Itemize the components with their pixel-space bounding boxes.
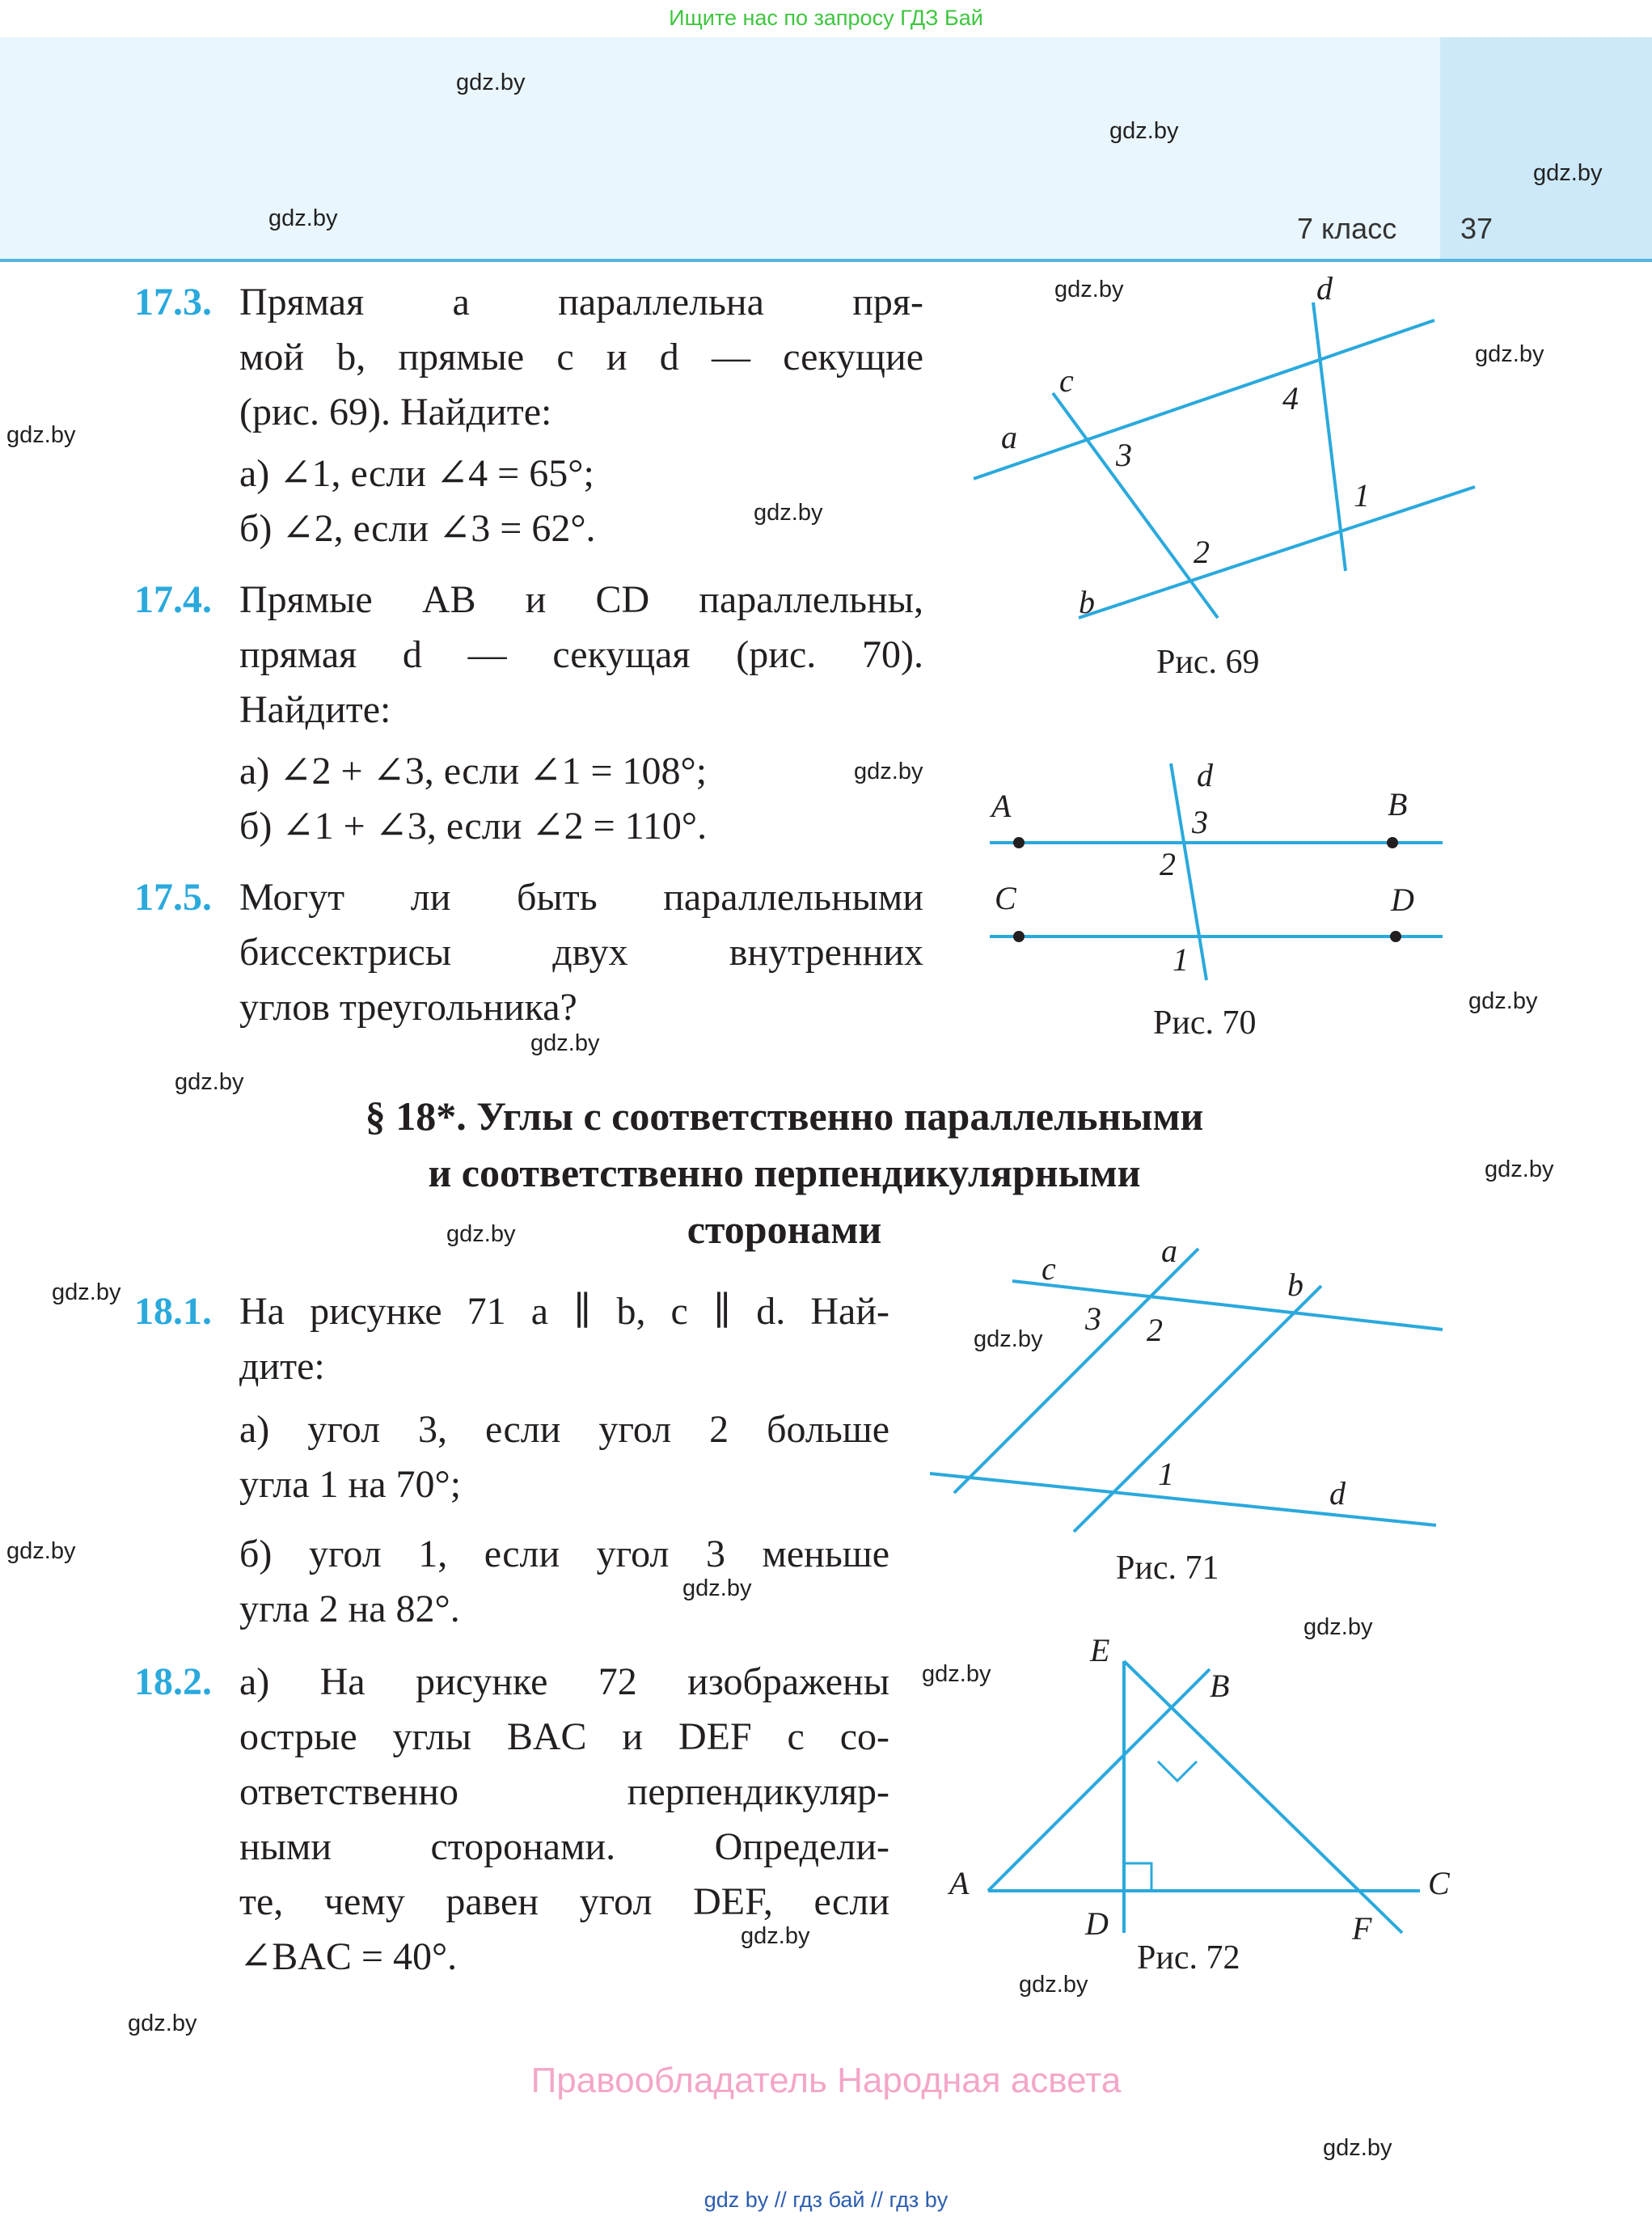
watermark: gdz.by: [1533, 160, 1603, 186]
watermark: gdz.by: [456, 70, 526, 95]
angle-label-1: 1: [1172, 941, 1189, 978]
problem-17-4-text: [239, 573, 923, 854]
problem-line: ответственно перпендикуляр-: [239, 1770, 889, 1813]
problem-line: Найдите:: [239, 688, 391, 731]
problem-line: мой b, прямые c и d — секущие: [239, 336, 923, 378]
label-a: a: [1001, 419, 1017, 455]
line-b: [1074, 1286, 1321, 1532]
watermark: gdz.by: [754, 500, 823, 526]
problem-line: ∠BAC = 40°.: [239, 1935, 458, 1978]
problem-number: 18.2.: [134, 1660, 212, 1703]
angle-label-3: 3: [1085, 1300, 1101, 1337]
figure-69: [954, 275, 1488, 696]
problem-number: 17.4.: [134, 578, 212, 621]
watermark: gdz.by: [6, 422, 76, 448]
watermark: gdz.by: [741, 1923, 810, 1949]
subquestion-a: а) ∠2 + ∠3, если ∠1 = 108°;: [239, 750, 708, 793]
watermark: gdz.by: [1485, 1156, 1554, 1182]
search-banner: Ищите нас по запросу ГДЗ Бай: [669, 6, 983, 30]
label-a: A: [949, 1865, 970, 1901]
line-c: [1053, 393, 1218, 618]
problem-line: На рисунке 71 a ∥ b, c ∥ d. Най-: [239, 1290, 889, 1333]
watermark: gdz.by: [1468, 988, 1538, 1014]
section-title-line: § 18*. Углы с соответственно параллельными: [365, 1093, 1204, 1139]
angle-label-4: 4: [1282, 380, 1299, 416]
problem-number: 18.1.: [134, 1290, 212, 1333]
subquestion-b: б) ∠2, если ∠3 = 62°.: [239, 507, 596, 550]
problem-line: биссектрисы двух внутренних: [239, 931, 923, 974]
problem-17-3-text: [239, 275, 923, 556]
angle-label-2: 2: [1147, 1312, 1163, 1348]
figure-71: [922, 1221, 1472, 1593]
problem-number: 17.3.: [134, 281, 212, 323]
problem-18-1-text: [239, 1284, 889, 1637]
problem-17-5-text: [239, 870, 923, 1035]
problem-line: а) На рисунке 72 изображены: [239, 1660, 889, 1703]
subquestion-a: угла 1 на 70°;: [239, 1463, 462, 1506]
label-f: F: [1352, 1910, 1372, 1947]
bottom-links[interactable]: gdz by // гдз бай // гдз by: [703, 2188, 949, 2212]
copyright-footer: Правообладатель Народная асвета: [530, 2061, 1122, 2100]
label-a: A: [991, 788, 1012, 824]
figure-caption: Рис. 69: [1156, 644, 1260, 681]
problem-line: Прямые AB и CD параллельны,: [239, 578, 923, 621]
problem-line: (рис. 69). Найдите:: [239, 391, 552, 433]
problem-line: острые углы BAC и DEF с со-: [239, 1715, 889, 1758]
label-c: c: [1059, 362, 1074, 399]
problem-line: Прямая a параллельна пря-: [239, 281, 923, 323]
label-d: d: [1197, 757, 1213, 793]
right-angle-b: [1158, 1761, 1197, 1781]
angle-label-1: 1: [1354, 477, 1370, 514]
watermark: gdz.by: [922, 1661, 991, 1687]
label-c: C: [1428, 1865, 1450, 1901]
line-b: [1079, 487, 1475, 618]
figure-70: [970, 744, 1472, 1051]
point-a: [1013, 837, 1025, 848]
watermark: gdz.by: [1109, 118, 1179, 144]
watermark: gdz.by: [1019, 1972, 1088, 1998]
watermark: gdz.by: [854, 759, 923, 784]
grade-label: 7 класс: [1297, 212, 1397, 245]
line-a: [974, 320, 1434, 479]
figure-caption: Рис. 70: [1153, 1004, 1257, 1042]
problem-line: прямая d — секущая (рис. 70).: [239, 633, 923, 676]
subquestion-a: а) угол 3, если угол 2 больше: [239, 1408, 889, 1451]
figure-caption: Рис. 72: [1137, 1939, 1240, 1977]
header-divider: [0, 259, 1652, 262]
angle-label-1: 1: [1158, 1456, 1174, 1492]
label-c: C: [995, 880, 1016, 916]
point-c: [1013, 931, 1025, 942]
watermark: gdz.by: [128, 2010, 197, 2036]
problem-line: ными сторонами. Определи-: [239, 1825, 889, 1868]
problem-18-2-text: [239, 1655, 889, 1985]
angle-label-3: 3: [1116, 437, 1132, 473]
label-b: b: [1287, 1266, 1303, 1303]
angle-label-2: 2: [1194, 534, 1210, 570]
subquestion-a: а) ∠1, если ∠4 = 65°;: [239, 452, 594, 495]
section-title-line: и соответственно перпендикулярными: [428, 1150, 1141, 1195]
label-c: c: [1041, 1250, 1056, 1287]
line-d: [930, 1474, 1436, 1525]
label-a: a: [1161, 1233, 1177, 1269]
watermark: gdz.by: [6, 1538, 76, 1564]
watermark: gdz.by: [1303, 1614, 1373, 1640]
subquestion-b: угла 2 на 82°.: [239, 1588, 460, 1630]
label-b: b: [1079, 584, 1095, 620]
watermark: gdz.by: [175, 1069, 244, 1095]
watermark: gdz.by: [974, 1326, 1043, 1352]
label-d-point: D: [1391, 882, 1414, 918]
figure-72: [938, 1626, 1488, 1998]
watermark: gdz.by: [1054, 277, 1124, 302]
watermark: gdz.by: [530, 1030, 600, 1056]
line-c: [1012, 1281, 1443, 1330]
angle-label-3: 3: [1192, 804, 1208, 840]
subquestion-b: б) ∠1 + ∠3, если ∠2 = 110°.: [239, 805, 708, 848]
label-b: B: [1210, 1668, 1230, 1704]
label-d: D: [1085, 1905, 1109, 1942]
problem-line: углов треугольника?: [239, 986, 577, 1029]
angle-label-2: 2: [1160, 846, 1176, 882]
subquestion-b: б) угол 1, если угол 3 меньше: [239, 1533, 889, 1575]
header-band: [0, 37, 1652, 260]
problem-number: 17.5.: [134, 876, 212, 919]
line-d: [1313, 302, 1346, 571]
watermark: gdz.by: [1323, 2135, 1392, 2161]
label-e: E: [1090, 1632, 1110, 1668]
watermark: gdz.by: [682, 1575, 752, 1601]
problem-line: Могут ли быть параллельными: [239, 876, 923, 919]
watermark: gdz.by: [52, 1279, 121, 1305]
section-title-line: сторонами: [687, 1207, 882, 1252]
watermark: gdz.by: [1475, 341, 1544, 367]
watermark: gdz.by: [268, 205, 338, 231]
label-b: B: [1388, 786, 1408, 822]
label-d: d: [1329, 1475, 1346, 1512]
page-number: 37: [1460, 212, 1494, 245]
point-b: [1387, 837, 1398, 848]
right-angle-d: [1124, 1863, 1151, 1891]
watermark: gdz.by: [446, 1221, 516, 1247]
problem-line: те, чему равен угол DEF, если: [239, 1880, 889, 1923]
point-d: [1390, 931, 1401, 942]
figure-caption: Рис. 71: [1116, 1550, 1219, 1587]
label-d: d: [1316, 275, 1333, 307]
problem-line: дите:: [239, 1345, 325, 1388]
